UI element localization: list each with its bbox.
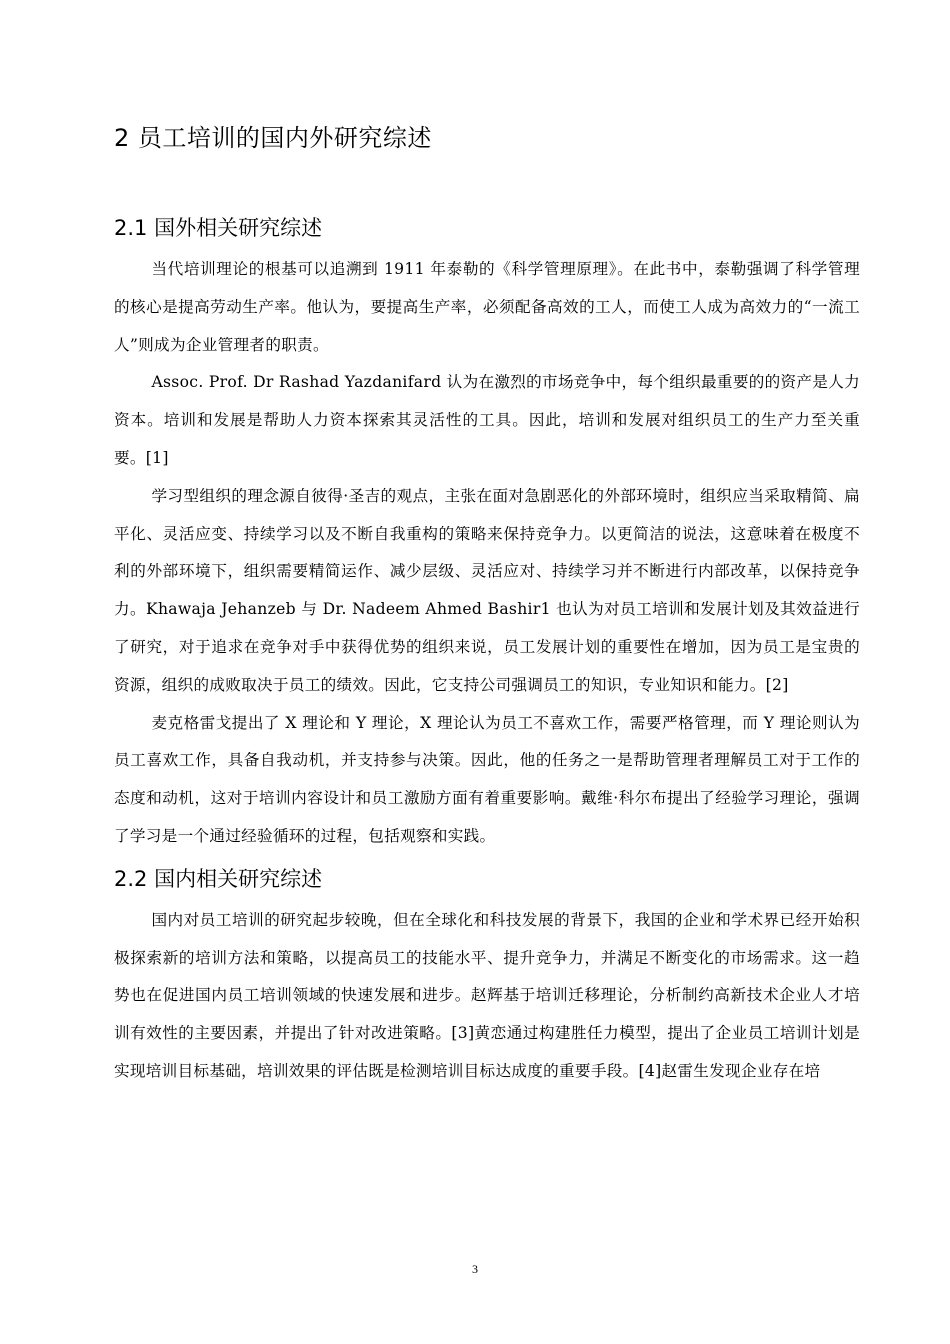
paragraph: 国内对员工培训的研究起步较晚，但在全球化和科技发展的背景下，我国的企业和学术界已经开始积极探索新的培训方法和策略，以提高员工的技能水平、提升竞争力，并满足不断变化的市场需求。这一趋势也在促进国内员工培训领域的快速发展和进步。赵辉基于培训迁移理论，分析制约高新技术企业人才培训有效性的主要因素，并提出了针对改进策略。[3]黄恋通过构建胜任力模型，提出了企业员工培训计划是实现培训目标基础，培训效果的评估既是检测培训目标达成度的重要手段。[4]赵雷生发现企业存在培 (114, 910, 860, 1080)
section-heading-foreign: 2.1 国外相关研究综述 (114, 216, 323, 240)
paragraph: 麦克格雷戈提出了 X 理论和 Y 理论，X 理论认为员工不喜欢工作，需要严格管理，而 Y 理论则认为员工喜欢工作，具备自我动机，并支持参与决策。因此，他的任务之一是帮助管理者理解员工对于工作的态度和动机，这对于培训内容设计和员工激励方面有着重要影响。戴维·科尔布提出了经验学习理论，强调了学习是一个通过经验循环的过程，包括观察和实践。 (114, 713, 860, 845)
section-heading-domestic: 2.2 国内相关研究综述 (114, 866, 323, 891)
page-content (114, 118, 860, 1091)
paragraph: Assoc. Prof. Dr Rashad Yazdanifard 认为在激烈的市场竞争中，每个组织最重要的的资产是人力资本。培训和发展是帮助人力资本探索其灵活性的工具。因此，培训和发展对组织员工的生产力至关重要。[1] (114, 373, 860, 467)
paragraph: 当代培训理论的根基可以追溯到 1911 年泰勒的《科学管理原理》。在此书中，泰勒强调了科学管理的核心是提高劳动生产率。他认为，要提高生产率，必须配备高效的工人，而使工人成为高效力的“一流工人”则成为企业管理者的职责。 (114, 260, 860, 354)
paragraph: 学习型组织的理念源自彼得·圣吉的观点，主张在面对急剧恶化的外部环境时，组织应当采取精简、扁平化、灵活应变、持续学习以及不断自我重构的策略来保持竞争力。以更简洁的说法，这意味着在极度不利的外部环境下，组织需要精简运作、减少层级、灵活应对、持续学习并不断进行内部改革，以保持竞争力。Khawaja Jehanzeb 与 Dr. Nadeem Ahmed Bashir1 也认为对员工培训和发展计划及其效益进行了研究，对于追求在竞争对手中获得优势的组织来说，员工发展计划的重要性在增加，因为员工是宝贵的资源，组织的成败取决于员工的绩效。因此，它支持公司强调员工的知识，专业知识和能力。[2] (114, 486, 860, 694)
chapter-title: 2 员工培训的国内外研究综述 (114, 124, 432, 152)
page-number: 3 (472, 1262, 478, 1276)
